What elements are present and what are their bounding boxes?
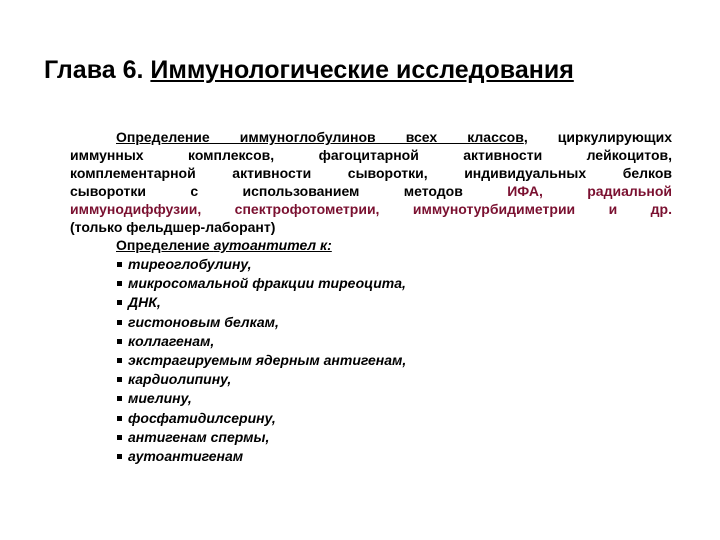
list-item: миелину, [116,389,406,408]
paragraph-line-5: иммунодиффузии, спектрофотометрии, иммунотурбидиметрии и др. [70,201,672,217]
bullet-icon [117,358,122,363]
bullet-icon [117,281,122,286]
autoantibody-list [116,255,406,466]
chapter-subject: Иммунологические исследования [150,56,574,84]
page-title [44,56,574,85]
autoantibody-section [116,236,406,466]
immunoglobulin-paragraph [70,128,672,236]
paragraph-line-1-rest: , циркулирующих [523,129,672,145]
bullet-icon [117,339,122,344]
list-item: кардиолипину, [116,370,406,389]
list-item: тиреоглобулину, [116,255,406,274]
paragraph-line-4 [70,182,672,200]
paragraph-line-4-a: сыворотки с использованием методов [70,183,508,199]
chapter-label: Глава 6. [44,56,144,84]
paragraph-line-6: (только фельдшер-лаборант) [70,219,276,235]
bullet-icon [117,377,122,382]
paragraph-line-4-methods: ИФА, радиальной [507,183,672,199]
immunoglobulin-heading: Определение иммуноглобулинов всех классов [116,129,524,145]
bullet-icon [117,454,122,459]
bullet-icon [117,320,122,325]
paragraph-line-1 [70,128,672,146]
list-item: коллагенам, [116,332,406,351]
list-item: аутоантигенам [116,447,406,466]
bullet-icon [117,435,122,440]
autoantibody-heading [116,236,406,255]
bullet-icon [117,396,122,401]
bullet-icon [117,300,122,305]
bullet-icon [117,416,122,421]
list-item: фосфатидилсерину, [116,409,406,428]
autoantibody-heading-em: аутоантител к: [213,237,332,253]
paragraph-line-2: иммунных комплексов, фагоцитарной активности лейкоцитов, [70,147,672,163]
list-item: гистоновым белкам, [116,313,406,332]
list-item: экстрагируемым ядерным антигенам, [116,351,406,370]
list-item: антигенам спермы, [116,428,406,447]
list-item: микросомальной фракции тиреоцита, [116,274,406,293]
list-item: ДНК, [116,293,406,312]
paragraph-line-3: комплементарной активности сыворотки, индивидуальных белков [70,165,672,181]
bullet-icon [117,262,122,267]
autoantibody-heading-plain: Определение [116,237,214,253]
